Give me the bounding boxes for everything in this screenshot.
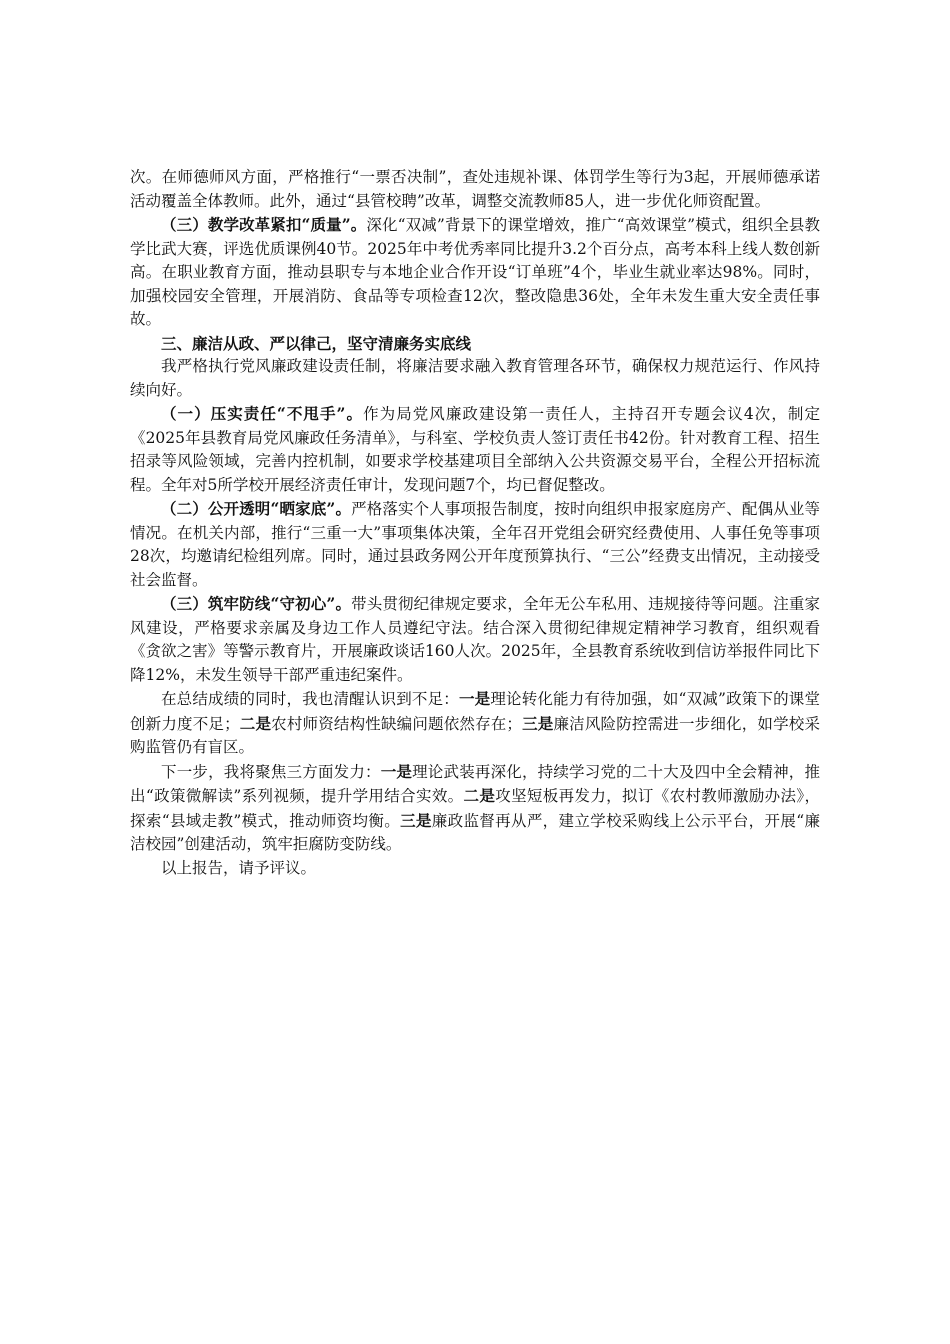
paragraph-text: 深化“双减”背景下的课堂增效，推广“高效课堂”模式，组织全县教学比武大赛，评选优质课例40节。2025年中考优秀率同比提升3.2个百分点，高考本科上线人数创新高。在职业教育方面，推动县职专与本地企业合作开设“订单班”4个，毕业生就业率达98%。同时，加强校园安全管理，开展消防、食品等专项检查12次，整改隐患36处，全年未发生重大安全责任事故。 (130, 216, 820, 328)
keyword-third: 三是 (521, 713, 554, 733)
text-run: 在总结成绩的同时，我也清醒认识到不足： (161, 690, 459, 708)
paragraph-lead: （三）教学改革紧扣“质量”。 (161, 215, 367, 234)
paragraph-transparency (130, 497, 820, 592)
paragraph-lead: （三）筑牢防线“守初心”。 (161, 594, 352, 613)
paragraph-shortcomings (130, 687, 820, 760)
paragraph-continued: 次。在师德师风方面，严格推行“一票否决制”，查处违规补课、体罚学生等行为3起，开展师德承诺活动覆盖全体教师。此外，通过“县管校聘”改革，调整交流教师85人，进一步优化师资配置。 (130, 168, 820, 210)
keyword-first: 一是 (380, 761, 413, 781)
paragraph-responsibility (130, 402, 820, 497)
paragraph-intro: 我严格执行党风廉政建设责任制，将廉洁要求融入教育管理各环节，确保权力规范运行、作风持续向好。 (130, 357, 820, 399)
text-run: 廉洁风险防控需进一步细化，如学校采购监管仍有盲区。 (130, 714, 820, 756)
paragraph-next-steps (130, 760, 820, 857)
text-run: 攻坚短板再发力，拟订《农村教师激励办法》，探索“县域走教”模式，推动师资均衡。 (130, 787, 820, 830)
keyword-first: 一是 (458, 689, 491, 708)
paragraph-text: 严格落实个人事项报告制度，按时向组织申报家庭房产、配偶从业等情况。在机关内部，推行“三重一大”事项集体决策，全年召开党组会研究经费使用、人事任免等事项28次，均邀请纪检组列席。同时，通过县政务网公开年度预算执行、“三公”经费支出情况，主动接受社会监督。 (130, 500, 820, 589)
paragraph-closing: 以上报告，请予评议。 (161, 858, 317, 877)
document-body (130, 166, 820, 880)
keyword-third: 三是 (400, 810, 432, 830)
text-run: 农村师资结构性缺编问题依然存在； (271, 714, 522, 733)
keyword-second: 二是 (239, 713, 272, 733)
text-run: 理论武装再深化，持续学习党的二十大及四中全会精神，推出“政策微解读”系列视频，提升学用结合实效。 (130, 762, 820, 805)
text-run: 廉政监督再从严，建立学校采购线上公示平台，开展“廉洁校园”创建活动，筑牢拒腐防变防线。 (130, 811, 820, 853)
section-heading: 三、廉洁从政、严以律己，坚守清廉务实底线 (161, 333, 472, 353)
paragraph-lead: （一）压实责任“不甩手”。 (161, 404, 364, 423)
paragraph-teaching-reform (130, 213, 820, 332)
paragraph-text: 作为局党风廉政建设第一责任人，主持召开专题会议4次，制定《2025年县教育局党风廉政任务清单》，与科室、学校负责人签订责任书42份。针对教育工程、招生招录等风险领域，完善内控机制，如要求学校基建项目全部纳入公共资源交易平台，全程公开招标流程。全年对5所学校开展经济责任审计，发现问题7个，均已督促整改。 (130, 405, 820, 494)
keyword-second: 二是 (463, 786, 496, 805)
paragraph-lead: （二）公开透明“晒家底”。 (161, 499, 352, 518)
text-run: 理论转化能力有待加强，如“双减”政策下的课堂创新力度不足； (130, 690, 820, 733)
paragraph-text: 带头贯彻纪律规定要求，全年无公车私用、违规接待等问题。注重家风建设，严格要求亲属及身边工作人员遵纪守法。结合深入贯彻纪律规定精神学习教育，组织观看《贪欲之害》等警示教育片，开展廉政谈话160人次。2025年，全县教育系统收到信访举报件同比下降12%，未发生领导干部严重违纪案件。 (130, 595, 820, 684)
paragraph-defense (130, 592, 820, 687)
text-run: 下一步，我将聚焦三方面发力： (161, 762, 381, 781)
